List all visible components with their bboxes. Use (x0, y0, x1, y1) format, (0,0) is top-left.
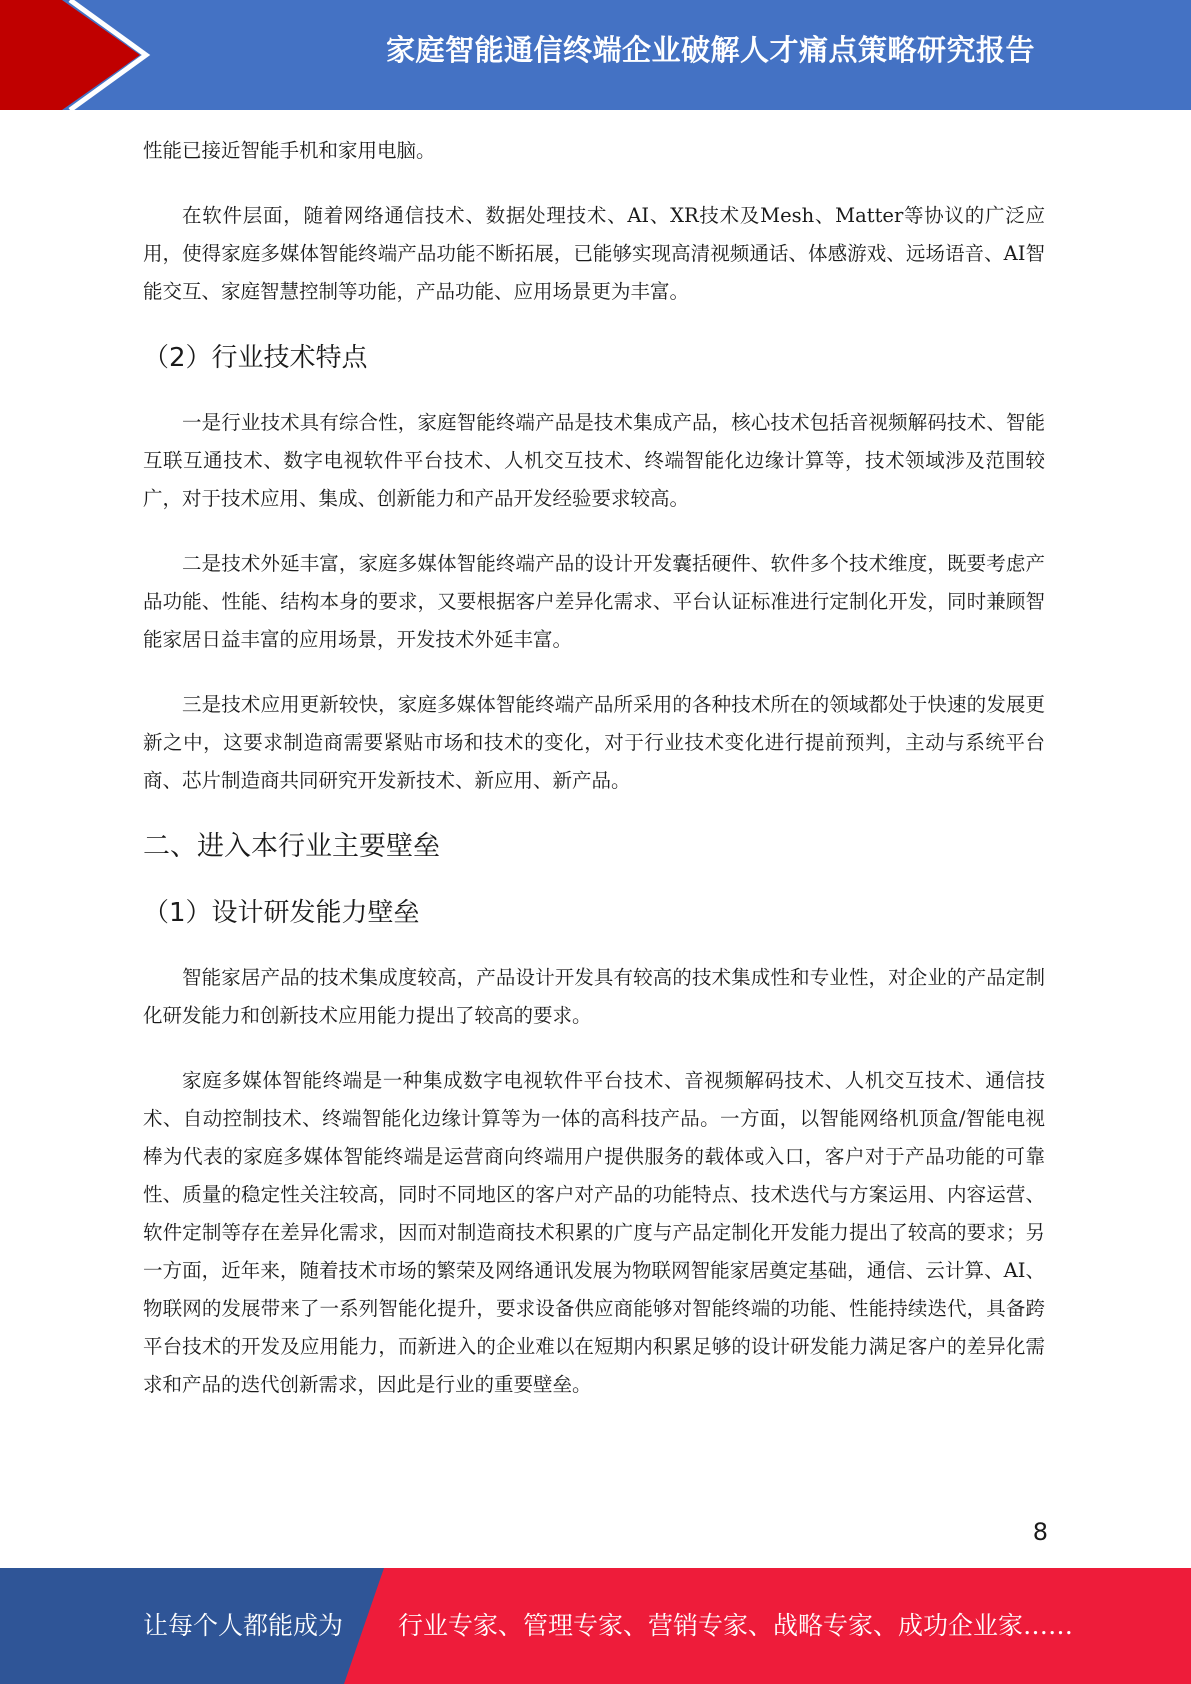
paragraph-tech-update: 三是技术应用更新较快，家庭多媒体智能终端产品所采用的各种技术所在的领域都处于快速的发展更新之中，这要求制造商需要紧贴市场和技术的变化，对于行业技术变化进行提前预判，主动与系统平台商、芯片制造商共同研究开发新技术、新应用、新产品。 (143, 693, 1045, 792)
report-title: 家庭智能通信终端企业破解人才痛点策略研究报告 (385, 33, 1035, 67)
paragraph-software-level: 在软件层面，随着网络通信技术、数据处理技术、AI、XR技术及Mesh、Matter等协议的广泛应用，使得家庭多媒体智能终端产品功能不断拓展，已能够实现高清视频通话、体感游戏、远场语音、AI智能交互、家庭智慧控制等功能，产品功能、应用场景更为丰富。 (143, 204, 1045, 303)
paragraph-tech-comprehensive: 一是行业技术具有综合性，家庭智能终端产品是技术集成产品，核心技术包括音视频解码技术、智能互联互通技术、数字电视软件平台技术、人机交互技术、终端智能化边缘计算等，技术领域涉及范围较广，对于技术应用、集成、创新能力和产品开发经验要求较高。 (143, 411, 1045, 510)
footer-slogan-right: 行业专家、管理专家、营销专家、战略专家、成功企业家…… (398, 1611, 1074, 1640)
heading-entry-barriers: 二、进入本行业主要壁垒 (143, 831, 440, 862)
page-body (143, 132, 1045, 1431)
paragraph-continuation: 性能已接近智能手机和家用电脑。 (143, 139, 436, 162)
paragraph-multimedia-terminal: 家庭多媒体智能终端是一种集成数字电视软件平台技术、音视频解码技术、人机交互技术、通信技术、自动控制技术、终端智能化边缘计算等为一体的高科技产品。一方面，以智能网络机顶盒/智能电视棒为代表的家庭多媒体智能终端是运营商向终端用户提供服务的载体或入口，客户对于产品功能的可靠性、质量的稳定性关注较高，同时不同地区的客户对产品的功能特点、技术迭代与方案运用、内容运营、软件定制等存在差异化需求，因而对制造商技术积累的广度与产品定制化开发能力提出了较高的要求；另一方面，近年来，随着技术市场的繁荣及网络通讯发展为物联网智能家居奠定基础，通信、云计算、AI、物联网的发展带来了一系列智能化提升，要求设备供应商能够对智能终端的功能、性能持续迭代，具备跨平台技术的开发及应用能力，而新进入的企业难以在短期内积累足够的设计研发能力满足客户的差异化需求和产品的迭代创新需求，因此是行业的重要壁垒。 (143, 1069, 1045, 1396)
footer-slogan-left: 让每个人都能成为 (143, 1611, 344, 1640)
page-header (0, 0, 1191, 110)
heading-industry-tech-features: （2）行业技术特点 (143, 343, 368, 373)
page-number: 8 (1032, 1518, 1048, 1546)
paragraph-tech-extension: 二是技术外延丰富，家庭多媒体智能终端产品的设计开发囊括硬件、软件多个技术维度，既要考虑产品功能、性能、结构本身的要求，又要根据客户差异化需求、平台认证标准进行定制化开发，同时兼顾智能家居日益丰富的应用场景，开发技术外延丰富。 (143, 552, 1045, 651)
paragraph-smart-home-integration: 智能家居产品的技术集成度较高，产品设计开发具有较高的技术集成性和专业性，对企业的产品定制化研发能力和创新技术应用能力提出了较高的要求。 (143, 966, 1045, 1027)
page-footer (0, 1568, 1191, 1684)
heading-design-rd-barrier: （1）设计研发能力壁垒 (143, 898, 420, 928)
